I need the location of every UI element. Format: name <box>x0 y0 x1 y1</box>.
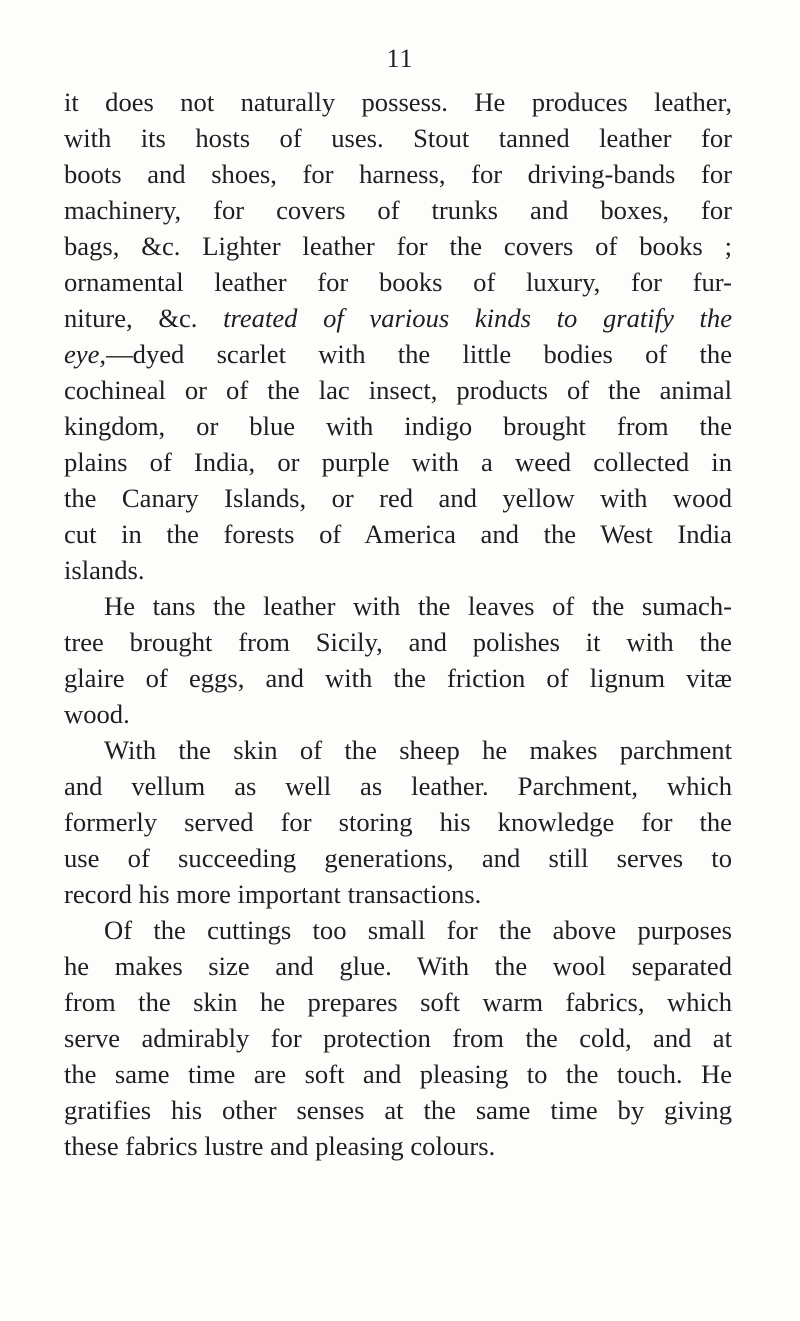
text-line: and vellum as well as leather. Parchment, which <box>64 771 732 801</box>
text-line: wood. <box>64 699 130 729</box>
text-line: bags, &c. Lighter leather for the covers of books ; <box>64 231 732 261</box>
text-line: he makes size and glue. With the wool separated <box>64 951 732 981</box>
text-line: from the skin he prepares soft warm fabrics, which <box>64 987 732 1017</box>
text-line: boots and shoes, for harness, for driving-bands for <box>64 159 732 189</box>
text-line: kingdom, or blue with indigo brought from the <box>64 411 732 441</box>
italic-phrase: eye, <box>64 339 107 369</box>
text-line: plains of India, or purple with a weed collected in <box>64 447 732 477</box>
text-line: With the skin of the sheep he makes parchment <box>104 735 732 765</box>
text-line: the Canary Islands, or red and yellow with wood <box>64 483 732 513</box>
text-line: He tans the leather with the leaves of the sumach- <box>104 591 732 621</box>
text-line: the same time are soft and pleasing to the touch. He <box>64 1059 732 1089</box>
text-line: these fabrics lustre and pleasing colours. <box>64 1131 496 1161</box>
text-line-mixed <box>64 336 732 372</box>
text-line: ornamental leather for books of luxury, for fur- <box>64 267 732 297</box>
italic-phrase: treated of various kinds to gratify the <box>223 303 733 333</box>
text-line: use of succeeding generations, and still serves to <box>64 843 732 873</box>
text-line: with its hosts of uses. Stout tanned leather for <box>64 123 732 153</box>
text-line: it does not naturally possess. He produces leather, <box>64 87 732 117</box>
text-line-mixed <box>64 300 732 336</box>
text-line: glaire of eggs, and with the friction of lignum vitæ <box>64 663 732 693</box>
text-line: machinery, for covers of trunks and boxes, for <box>64 195 732 225</box>
text-segment: niture, &c. <box>64 303 198 333</box>
text-line: cut in the forests of America and the West India <box>64 519 732 549</box>
text-line: serve admirably for protection from the cold, and at <box>64 1023 732 1053</box>
text-line: record his more important transactions. <box>64 879 482 909</box>
text-line: Of the cuttings too small for the above purposes <box>104 915 732 945</box>
page-number: 11 <box>386 44 414 73</box>
text-line: formerly served for storing his knowledge for the <box>64 807 732 837</box>
text-segment: —dyed scarlet with the little bodies of the <box>106 339 732 369</box>
text-line: islands. <box>64 555 145 585</box>
text-line: gratifies his other senses at the same time by giving <box>64 1095 732 1125</box>
text-line: cochineal or of the lac insect, products of the animal <box>64 375 732 405</box>
text-line: tree brought from Sicily, and polishes it with the <box>64 627 732 657</box>
